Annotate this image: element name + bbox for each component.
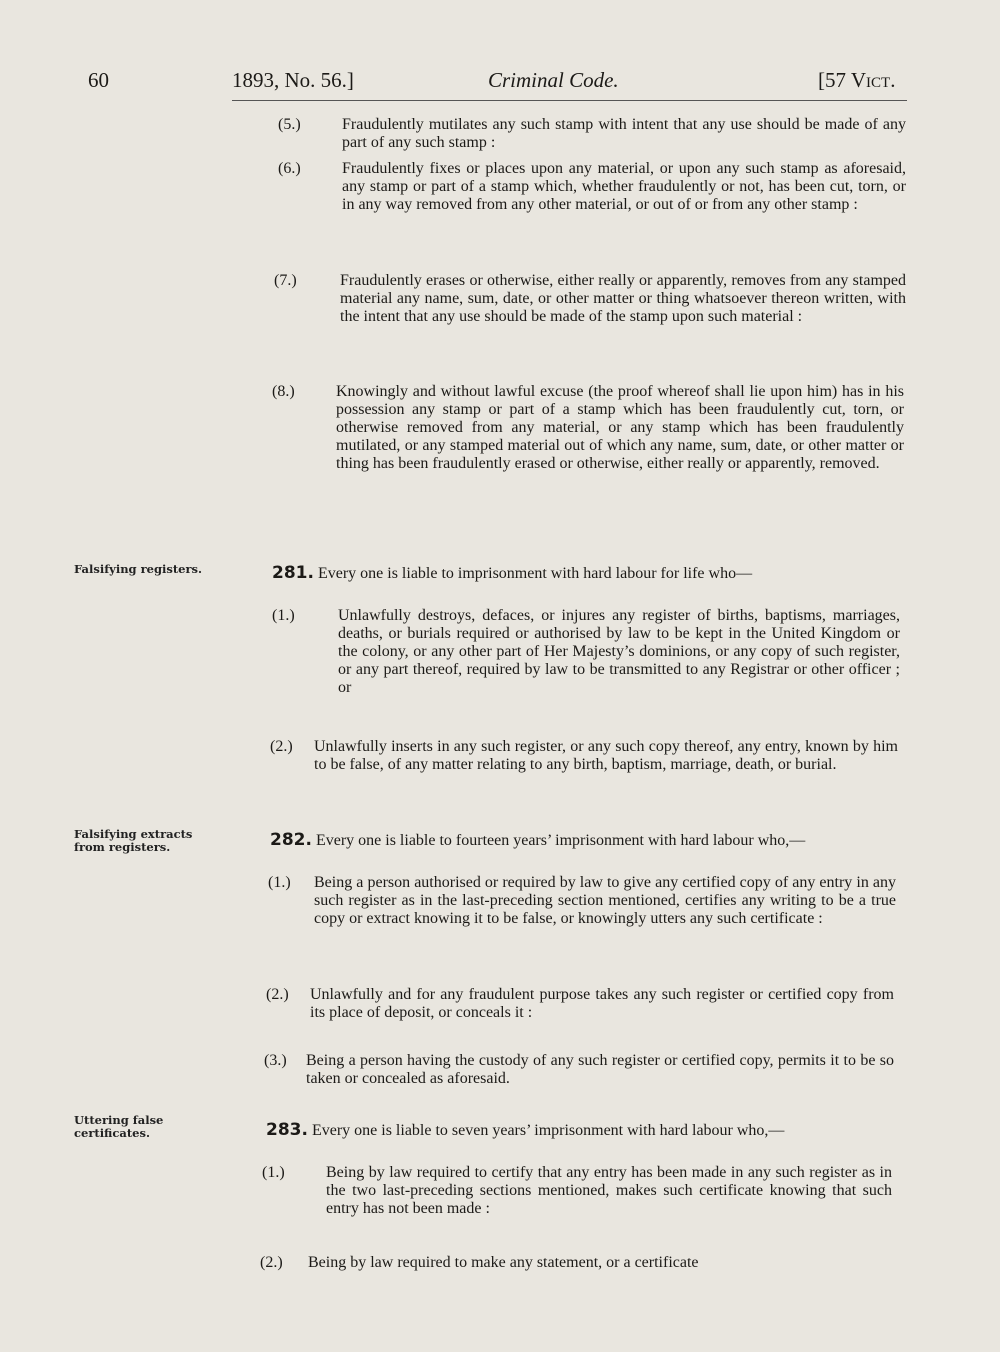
margin-note-falsifying-registers: Falsifying registers. [74,562,203,576]
margin-note-uttering-false: Uttering false certificates. [74,1113,164,1140]
section-283 [216,1120,892,1140]
item-text: Being a person having the custody of any such register or certified copy, permits it to be so taken or concealed as aforesaid. [306,1052,894,1087]
section-number: 282. [270,830,312,850]
section-intro: Every one is liable to seven years’ imprisonment with hard labour who,— [311,1122,785,1139]
item-number: (5.) [278,116,301,133]
act-reference: 1893, No. 56.] [232,68,354,92]
item-number: (2.) [270,738,293,755]
list-item [268,874,896,984]
list-item [272,607,900,737]
item-number: (2.) [260,1254,283,1271]
item-number: (8.) [272,383,295,400]
list-item [264,1052,894,1118]
item-text: Fraudulently fixes or places upon any material, or upon any such stamp as aforesaid, any stamp or part of a stamp which, whether fraudulently or not, has been cut, torn, or in any way removed from any other material, or out of or from any other stamp : [342,160,906,213]
item-text: Being by law required to certify that any entry has been made in any such register as in the two last-preceding sections mentioned, makes such certificate knowing that such entry has not been made : [326,1164,892,1217]
section-intro: Every one is liable to imprisonment with hard labour for life who— [317,565,753,582]
list-item [260,1254,892,1276]
running-title: Criminal Code. [488,68,619,92]
item-number: (2.) [266,986,289,1003]
section-number: 281. [272,563,314,583]
margin-note-falsifying-extracts: Falsifying extracts from registers. [74,827,193,854]
list-item [270,738,898,826]
list-item [278,116,906,160]
list-item [266,986,894,1052]
item-text: Unlawfully inserts in any such register, or any such copy thereof, any entry, known by him to be false, of any matter relating to any birth, baptism, marriage, death, or burial. [314,738,898,773]
list-item [272,383,904,563]
header-rule [232,100,907,101]
item-text: Being by law required to make any statement, or a certificate [308,1254,699,1271]
list-item [262,1164,892,1252]
section-281 [222,563,900,583]
item-text: Fraudulently erases or otherwise, either really or apparently, removes from any stamped material any name, sum, date, or other matter or thing whatsoever thereon written, with the intent that any use should be made of the stamp upon such material : [340,272,906,325]
item-number: (7.) [274,272,297,289]
item-text: Unlawfully destroys, defaces, or injures any register of births, baptisms, marriages, deaths, or burials required or authorised by law to be kept in the United Kingdom or the colony, or any other part of Her Majesty’s dominions, or any copy of such register, or any part thereof, required by law to be transmitted to any Registrar or other officer ; or [338,607,900,696]
section-number: 283. [266,1120,308,1140]
list-item [274,272,906,382]
regnal-year: [57 Vict. [818,68,896,92]
list-item [278,160,906,270]
item-text: Unlawfully and for any fraudulent purpose takes any such register or certified copy from its place of deposit, or conceals it : [310,986,894,1021]
item-number: (6.) [278,160,301,177]
running-header [0,68,1000,98]
page-number: 60 [88,68,109,92]
item-text: Being a person authorised or required by law to give any certified copy of any entry in any such register as in the last-preceding section mentioned, certifies any writing to be a true copy or extract knowing it to be false, or knowingly utters any such certificate : [314,874,896,927]
item-number: (1.) [268,874,291,891]
item-text: Knowingly and without lawful excuse (the proof whereof shall lie upon him) has in his possession any stamp or part of a stamp which has been fraudulently cut, torn, or otherwise removed from any material, or any stamp which has been fraudulently mutilated, or any stamped material out of which any name, sum, date, or other matter or thing has been fraudulently erased or otherwise, either really or apparently, removed. [336,383,904,472]
section-intro: Every one is liable to fourteen years’ imprisonment with hard labour who,— [315,832,806,849]
item-number: (1.) [262,1164,285,1181]
item-number: (1.) [272,607,295,624]
item-text: Fraudulently mutilates any such stamp with intent that any use should be made of any part of any such stamp : [342,116,906,151]
section-282 [220,830,896,850]
item-number: (3.) [264,1052,287,1069]
